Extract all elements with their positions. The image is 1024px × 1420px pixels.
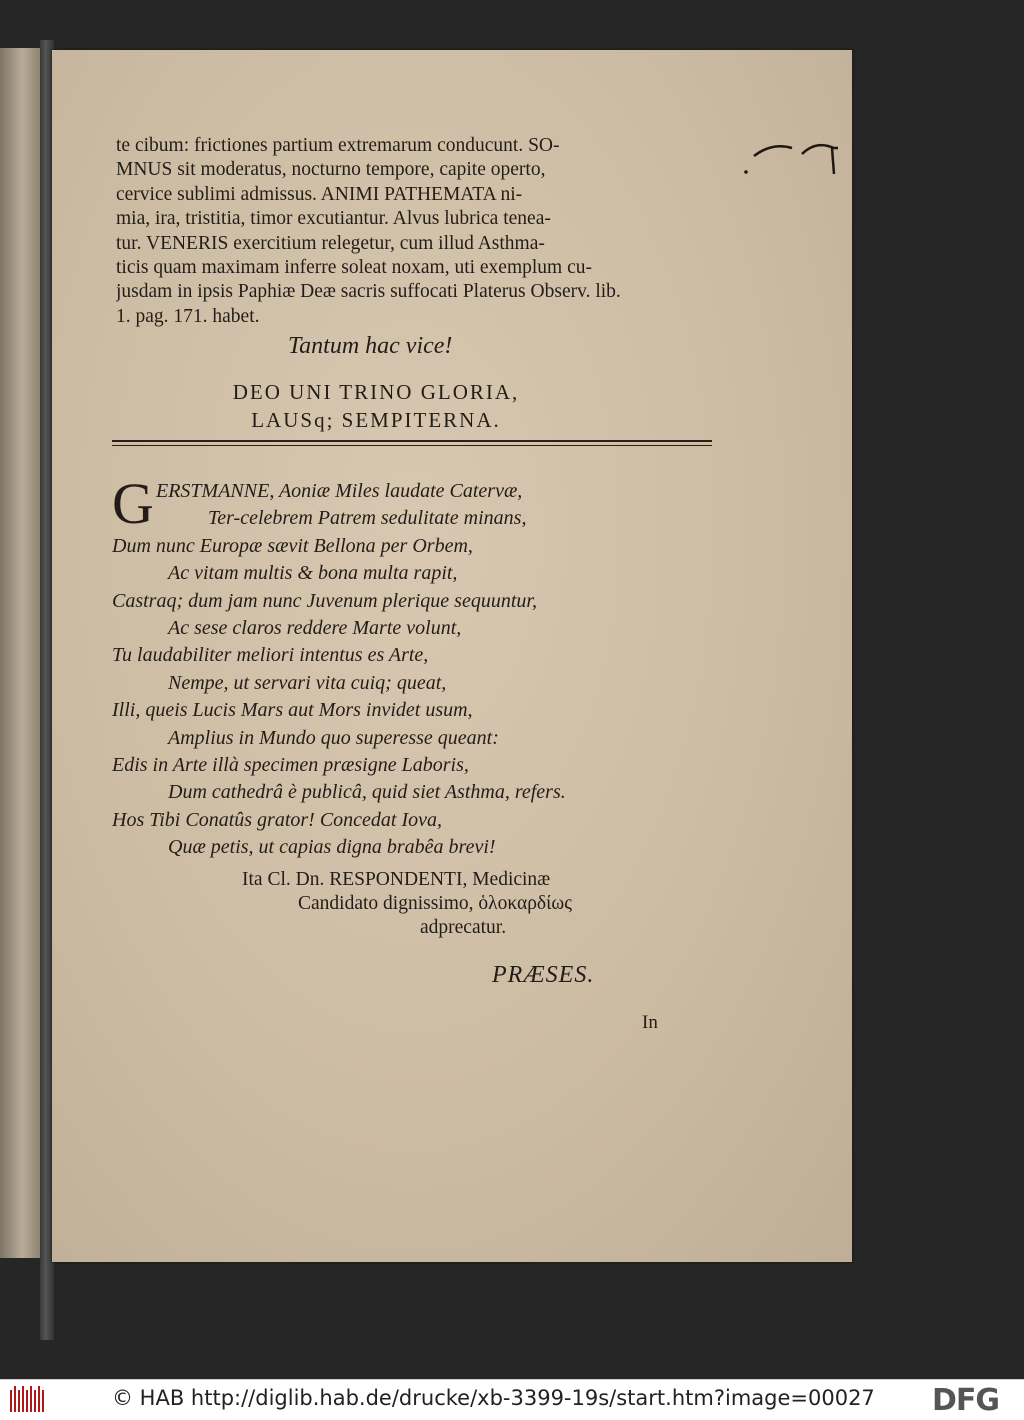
body-line: jusdam in ipsis Paphiæ Deæ sacris suffocati Platerus Observ. lib. xyxy=(116,281,621,303)
body-line: mia, ira, tristitia, timor excutiantur. Alvus lubrica tenea- xyxy=(116,208,551,230)
body-line: ticis quam maximam inferre soleat noxam, uti exemplum cu- xyxy=(116,257,592,279)
poem-line: ERSTMANNE, Aoniæ Miles laudate Catervæ, xyxy=(156,480,523,502)
footer-bar xyxy=(0,1379,1024,1420)
poem-line: Ac sese claros reddere Marte volunt, xyxy=(168,617,462,640)
dfg-logo: DFG xyxy=(932,1383,1000,1418)
poem-line: Tu laudabiliter meliori intentus es Arte, xyxy=(112,644,429,667)
poem-line: Illi, queis Lucis Mars aut Mors invidet usum, xyxy=(112,699,473,722)
book-page xyxy=(52,50,852,1262)
dedication-line: Candidato dignissimo, ὁλοκαρδίως xyxy=(298,893,572,914)
body-line: tur. VENERIS exercitium relegetur, cum illud Asthma- xyxy=(116,232,545,254)
dedication-line: Ita Cl. Dn. RESPONDENTI, Medicinæ xyxy=(242,869,551,890)
poem-line: Amplius in Mundo quo superesse queant: xyxy=(168,726,499,749)
poem-line: Nempe, ut servari vita cuiq; queat, xyxy=(168,671,447,694)
poem-line: Dum nunc Europæ sævit Bellona per Orbem, xyxy=(112,534,473,557)
body-line: 1. pag. 171. habet. xyxy=(116,305,260,327)
poem-line: Quæ petis, ut capias digna brabêa brevi! xyxy=(168,836,496,859)
body-line: cervice sublimi admissus. ANIMI PATHEMATA ni- xyxy=(116,183,523,205)
doxology-line: LAUSq; SEMPITERNA. xyxy=(251,408,501,432)
poem-line: Hos Tibi Conatûs grator! Concedat Iova, xyxy=(112,808,443,831)
poem xyxy=(112,478,712,862)
doxology xyxy=(52,378,700,434)
poem-line: Ter-celebrem Patrem sedulitate minans, xyxy=(208,507,527,530)
dedication-line: adprecatur. xyxy=(420,917,507,938)
closing-phrase: Tantum hac vice! xyxy=(288,333,453,359)
doxology-line: DEO UNI TRINO GLORIA, xyxy=(232,380,520,404)
horizontal-rule xyxy=(112,440,712,446)
previous-page-strip xyxy=(0,48,40,1258)
body-line: MNUS sit moderatus, nocturno tempore, capite operto, xyxy=(116,159,546,181)
body-text xyxy=(116,134,704,329)
drop-cap: G xyxy=(112,471,154,536)
poem-line: Edis in Arte illà specimen præsigne Laboris, xyxy=(112,754,469,777)
poem-line: Dum cathedrâ è publicâ, quid siet Asthma, refers. xyxy=(168,781,566,804)
handwritten-mark xyxy=(742,134,852,184)
signature: PRÆSES. xyxy=(492,962,595,988)
body-line: te cibum: frictiones partium extremarum conducunt. SO- xyxy=(116,135,560,156)
poem-line: Ac vitam multis & bona multa rapit, xyxy=(168,562,458,585)
poem-line: Castraq; dum jam nunc Juvenum plerique sequuntur, xyxy=(112,589,537,612)
dedication xyxy=(242,868,662,940)
hab-logo-icon xyxy=(8,1384,48,1416)
copyright-url[interactable]: © HAB http://diglib.hab.de/drucke/xb-3399-19s/start.htm?image=00027 xyxy=(112,1386,875,1410)
catchword: In xyxy=(642,1012,658,1033)
